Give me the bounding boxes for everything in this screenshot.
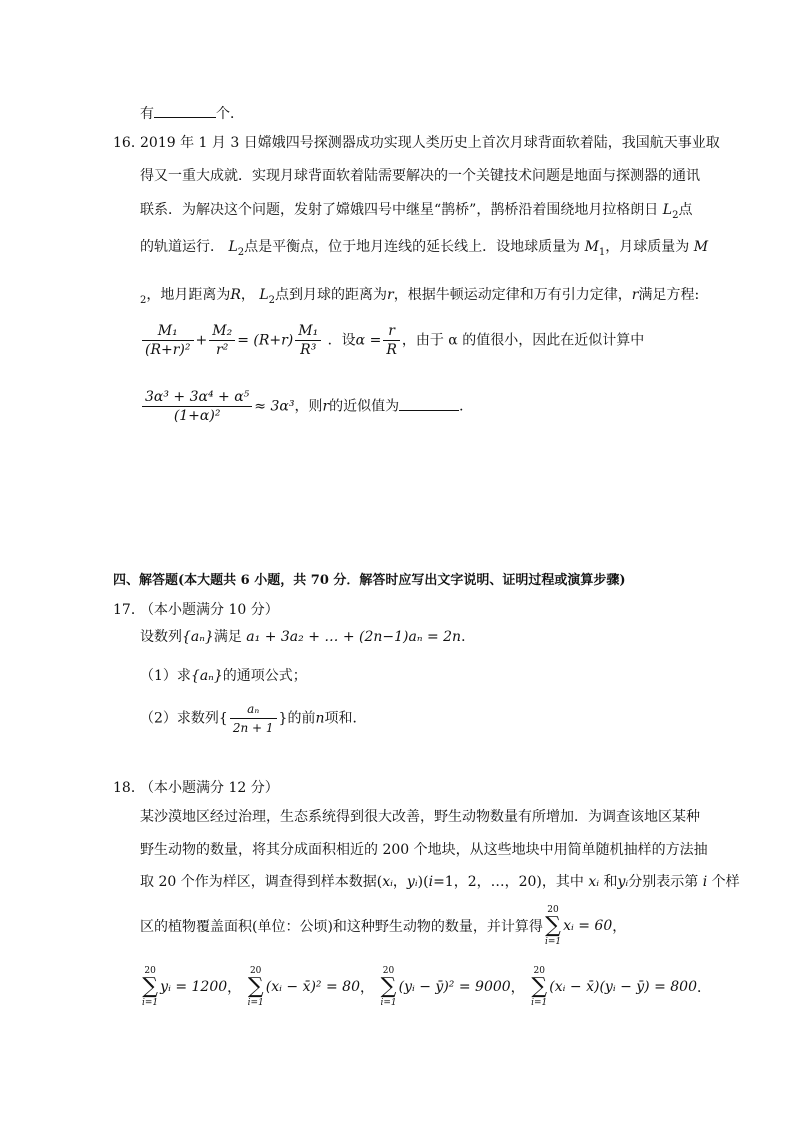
- sum-5-body: (xᵢ − x̄)(yᵢ − ȳ) = 800: [549, 979, 697, 995]
- eq1-plus: +: [195, 332, 208, 349]
- comma-1: ，: [227, 980, 242, 996]
- q17-part-1: [140, 666, 307, 686]
- eq2-tail-c: 的近似值为: [329, 398, 400, 415]
- frac-m2: [209, 322, 235, 359]
- q16-equation-2: [140, 388, 473, 425]
- sigma-icon: ∑: [531, 974, 548, 999]
- q18-end: ．: [697, 980, 711, 996]
- q16-l2-sub: 2: [672, 209, 679, 221]
- q18-l3-a: 取 20 个作为样区，调查得到样本数据(: [140, 874, 383, 890]
- q18-l3-y2: yᵢ: [617, 874, 629, 890]
- q17-stem: [140, 627, 475, 647]
- answer-blank: [154, 103, 216, 118]
- q17-p2-a: （2）求数列: [140, 710, 219, 727]
- sum-4: [380, 966, 396, 1008]
- q18-l3-m: 个样: [711, 874, 740, 890]
- q17-stem-end: ．: [461, 629, 476, 645]
- sum-3: [248, 966, 264, 1008]
- sum-2: [142, 966, 158, 1008]
- frac-approx-num: 3α³ + 3α⁴ + α⁵: [142, 388, 252, 407]
- q16-m-symbol: M: [584, 239, 599, 255]
- q16-answer-blank: [399, 396, 459, 411]
- q16-r-small: r: [387, 287, 394, 303]
- frac-approx-den: (1+α)²: [173, 408, 221, 424]
- q16-line-5-i: ，根据牛顿运动定律和万有引力定律，: [393, 287, 632, 303]
- q18-line-4: [140, 905, 626, 947]
- q16-r-small-2: r: [631, 287, 639, 303]
- eq1-alpha: α =: [355, 332, 382, 349]
- q17-frac-num: aₙ: [230, 700, 277, 719]
- sum-1-top: 20: [547, 905, 559, 915]
- eq1-after: ．设: [327, 332, 356, 349]
- sum-5-top: 20: [533, 966, 545, 976]
- sum-4-bot: i=1: [380, 998, 397, 1008]
- frac-alpha-den: R: [386, 342, 397, 358]
- sum-5-bot: i=1: [531, 998, 548, 1008]
- q17-p1-b: 的通项公式；: [222, 668, 307, 684]
- frac-m1: [142, 322, 194, 359]
- sum-2-body: yᵢ = 1200: [160, 979, 228, 995]
- frac-m2-den: r²: [216, 342, 229, 358]
- q18-l3-x: xᵢ: [382, 874, 393, 890]
- prev-answer-line: [140, 103, 244, 124]
- q16-line-5-l: L: [259, 287, 269, 303]
- q17-stem-b: 满足: [213, 629, 242, 645]
- frac-m1-num: M₁: [142, 322, 194, 341]
- q17-frac-den: 2n + 1: [232, 721, 274, 735]
- q16-line-5-g: 点到月球的距离为: [275, 287, 388, 303]
- sigma-icon: ∑: [247, 974, 264, 999]
- q18-l3-i: i: [428, 874, 434, 890]
- q16-line-4-lsub: 2: [237, 246, 245, 258]
- sum-3-body: (xᵢ − x̄)² = 80: [265, 979, 360, 995]
- sum-3-top: 20: [249, 966, 262, 976]
- frac-m3-den: R³: [300, 342, 317, 358]
- frac-m3: [295, 322, 321, 359]
- sum-2-bot: i=1: [142, 998, 159, 1008]
- sum-5: [531, 966, 547, 1008]
- q16-line-5-lsub: 2: [268, 294, 276, 306]
- frac-approx: [142, 388, 252, 425]
- q18-l3-i2: i: [702, 874, 708, 890]
- q16-m2-symbol: M: [693, 239, 709, 255]
- sum-4-top: 20: [382, 966, 395, 976]
- sum-2-top: 20: [144, 966, 156, 976]
- sigma-icon: ∑: [380, 974, 397, 999]
- q18-line-2: 野生动物的数量，将其分成面积相近的 200 个地块，从这些地块中用简单随机抽样的方法抽: [140, 842, 708, 858]
- prev-text-b: 个．: [216, 106, 244, 122]
- q16-m-sub: 1: [598, 246, 606, 258]
- q17-p1-seq: {aₙ}: [190, 668, 223, 684]
- sigma-icon: ∑: [545, 913, 561, 938]
- frac-alpha-num: r: [383, 322, 400, 341]
- q18-l3-x2: xᵢ: [588, 874, 600, 890]
- q16-line-2: 得又一重大成就．实现月球背面软着陆需要解决的一个关键技术问题是地面与探测器的通讯: [140, 168, 700, 184]
- prev-text-a: 有: [140, 106, 154, 122]
- q16-line-3: [140, 200, 692, 226]
- q17-p1-a: （1）求: [140, 668, 191, 684]
- eq2-end: ．: [459, 398, 474, 415]
- sum-1-bot: i=1: [544, 937, 562, 947]
- q17-part-2: [140, 700, 366, 737]
- comma-2: ，: [360, 980, 374, 996]
- q18-l3-g: =1，2，…，20)，其中: [433, 874, 584, 890]
- frac-m2-num: M₂: [209, 322, 235, 341]
- q16-line-3-text: 联系．为解决这个问题，发射了嫦娥四号中继星“鹊桥”，鹊桥沿着围绕地月拉格朗日: [140, 202, 659, 218]
- q17-score: （本小题满分 10 分）: [140, 602, 279, 618]
- q18-l3-and: 和: [603, 874, 618, 890]
- q18-line-1: 某沙漠地区经过治理，生态系统得到很大改善，野生动物数量有所增加．为调查该地区某种: [140, 809, 700, 825]
- q17-p2-open: {: [218, 710, 228, 727]
- q16-line-4-a: 的轨道运行．: [140, 239, 224, 255]
- q18-sums-line: [140, 966, 711, 1008]
- q17-stem-eq: a₁ + 3a₂ + … + (2n−1)aₙ = 2n: [246, 629, 462, 645]
- q17-p2-b: 的前: [287, 710, 316, 727]
- q18-l3-c: ，: [392, 874, 407, 890]
- q16-line-4-l: L: [228, 239, 238, 255]
- sum-3-bot: i=1: [247, 998, 264, 1008]
- sum-1-body: xᵢ = 60: [563, 918, 613, 934]
- q16-line-4-g: ，月球质量为: [605, 239, 690, 255]
- frac-alpha: [383, 322, 400, 359]
- q18-l3-y: yᵢ: [406, 874, 418, 890]
- eq2-tail-a: ，则: [294, 398, 323, 415]
- q18-l4-a: 区的植物覆盖面积(单位：公顷)和这种野生动物的数量，并计算得: [140, 919, 543, 935]
- q16-m2-sub: 2: [140, 294, 147, 306]
- q17-p2-close: }: [278, 710, 288, 727]
- q17-stem-a: 设数列: [140, 629, 182, 645]
- q17-frac: [230, 700, 277, 737]
- q18-score: （本小题满分 12 分）: [140, 780, 279, 796]
- q16-line-5-d: ，: [240, 287, 255, 303]
- q16-line-4-d: 点是平衡点，位于地月连线的延长线上．设地球质量为: [244, 239, 581, 255]
- sum-4-body: (yᵢ − ȳ)² = 9000: [398, 979, 511, 995]
- q17-p2-n: n: [315, 710, 325, 727]
- eq2-tail-r: r: [322, 398, 330, 415]
- frac-m3-num: M₁: [295, 322, 321, 341]
- eq1-tail: ，由于 α 的值很小，因此在近似计算中: [401, 332, 645, 349]
- q16-line-1: 2019 年 1 月 3 日嫦娥四号探测器成功实现人类历史上首次月球背面软着陆，我国航天事业取: [140, 135, 720, 151]
- q16-line-5-b: ，地月距离为: [146, 287, 231, 303]
- q16-l2-symbol: L: [662, 202, 673, 218]
- q16-equation-1: [140, 322, 644, 359]
- eq1-mid: = (R+r): [237, 332, 294, 349]
- q17-seq: {aₙ}: [182, 629, 214, 645]
- sum-1: [545, 905, 561, 947]
- eq2-approx: ≈ 3α³: [254, 398, 295, 415]
- q16-line-5: [140, 285, 699, 311]
- q16-line-4: [140, 237, 708, 263]
- comma-3: ，: [510, 980, 525, 996]
- q17-number: 17．: [113, 602, 145, 618]
- q16-line-5-k: 满足方程:: [638, 287, 700, 303]
- sigma-icon: ∑: [142, 974, 158, 999]
- frac-m1-den: (R+r)²: [145, 342, 191, 358]
- q18-line-3: [140, 872, 740, 892]
- q16-line-3-end: 点: [678, 202, 693, 218]
- q18-l4-end: ，: [612, 919, 627, 935]
- q16-number: 16．: [113, 135, 145, 151]
- q18-l3-k: 分别表示第: [628, 874, 699, 890]
- q17-p2-c: 项和．: [324, 710, 367, 727]
- q18-number: 18．: [113, 780, 145, 796]
- section-4-heading: 四、解答题(本大题共 6 小题，共 70 分．解答时应写出文字说明、证明过程或演算步骤): [113, 573, 626, 588]
- q18-l3-e: )(: [417, 874, 429, 890]
- q16-r-cap: R: [230, 287, 241, 303]
